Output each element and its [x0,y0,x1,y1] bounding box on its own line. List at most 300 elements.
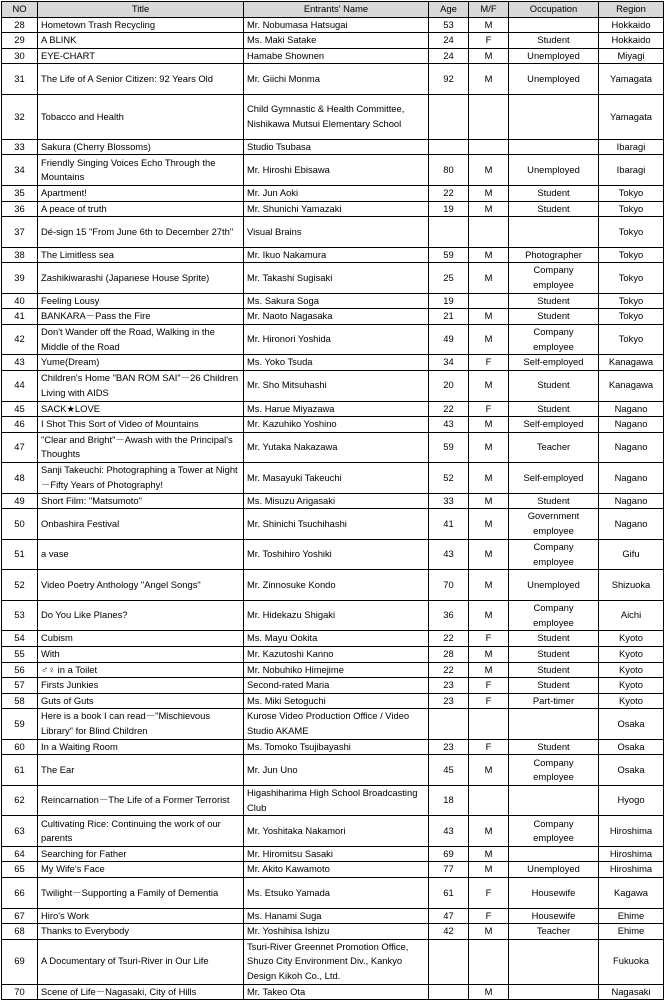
table-row [2,493,664,509]
cell-entrants-name: Second-rated Maria [244,678,429,694]
table-row [2,862,664,878]
table-row [2,185,664,201]
cell-title: Tobacco and Health [38,94,244,139]
cell-occupation [509,217,599,248]
cell-mf [469,939,509,984]
cell-occupation: Housewife [509,878,599,909]
cell-region: Kyoto [599,678,664,694]
cell-no: 61 [2,755,38,786]
cell-region: Nagasaki [599,984,664,1000]
table-row [2,693,664,709]
cell-mf [469,217,509,248]
cell-entrants-name: Mr. Nobuhiko Himejime [244,662,429,678]
cell-mf: F [469,631,509,647]
cell-region: Hokkaido [599,33,664,49]
cell-occupation [509,939,599,984]
cell-region: Nagano [599,401,664,417]
cell-title: BANKARA－Pass the Fire [38,309,244,325]
cell-no: 51 [2,539,38,570]
cell-no: 55 [2,646,38,662]
cell-mf: M [469,984,509,1000]
header-no: NO [2,2,38,18]
cell-title: Here is a book I can read－"Mischievous Library" for Blind Children [38,709,244,740]
cell-entrants-name: Mr. Hiroshi Ebisawa [244,155,429,186]
cell-entrants-name: Mr. Yoshihisa Ishizu [244,924,429,940]
cell-occupation: Student [509,739,599,755]
cell-age: 59 [429,432,469,463]
cell-entrants-name: Ms. Mayu Ookita [244,631,429,647]
table-row [2,816,664,847]
cell-mf: M [469,816,509,847]
cell-no: 40 [2,293,38,309]
cell-mf: M [469,463,509,494]
cell-no: 32 [2,94,38,139]
cell-mf: M [469,64,509,95]
cell-age: 24 [429,33,469,49]
cell-occupation [509,139,599,155]
cell-mf: M [469,570,509,601]
cell-region: Ibaragi [599,155,664,186]
table-row [2,94,664,139]
cell-age: 19 [429,293,469,309]
header-age: Age [429,2,469,18]
cell-occupation: Self-employed [509,417,599,433]
cell-no: 48 [2,463,38,494]
cell-no: 31 [2,64,38,95]
table-row [2,247,664,263]
table-row [2,417,664,433]
cell-age [429,939,469,984]
cell-region: Nagano [599,432,664,463]
cell-entrants-name: Hamabe Shownen [244,48,429,64]
cell-occupation: Self-employed [509,355,599,371]
cell-occupation: Company employee [509,324,599,355]
cell-no: 47 [2,432,38,463]
cell-mf: M [469,247,509,263]
cell-mf: M [469,309,509,325]
cell-region: Osaka [599,739,664,755]
cell-region: Osaka [599,709,664,740]
cell-occupation [509,846,599,862]
cell-occupation: Company employee [509,539,599,570]
cell-age: 23 [429,678,469,694]
cell-entrants-name: Mr. Kazutoshi Kanno [244,646,429,662]
header-row [2,2,664,18]
cell-mf: M [469,155,509,186]
cell-no: 36 [2,201,38,217]
cell-entrants-name: Mr. Yutaka Nakazawa [244,432,429,463]
cell-entrants-name: Mr. Kazuhiko Yoshino [244,417,429,433]
cell-entrants-name: Mr. Jun Aoki [244,185,429,201]
cell-age: 43 [429,816,469,847]
cell-region: Hokkaido [599,17,664,33]
table-row [2,755,664,786]
cell-mf: M [469,600,509,631]
cell-occupation: Government employee [509,509,599,540]
header-title: Title [38,2,244,18]
cell-age: 92 [429,64,469,95]
table-row [2,263,664,294]
cell-no: 59 [2,709,38,740]
cell-region: Kyoto [599,693,664,709]
cell-mf: M [469,846,509,862]
cell-mf: F [469,678,509,694]
cell-region: Aichi [599,600,664,631]
cell-age: 43 [429,417,469,433]
cell-occupation: Student [509,493,599,509]
table-row [2,17,664,33]
table-row [2,785,664,816]
cell-no: 52 [2,570,38,601]
header-mf: M/F [469,2,509,18]
cell-entrants-name: Mr. Takashi Sugisaki [244,263,429,294]
cell-entrants-name: Mr. Masayuki Takeuchi [244,463,429,494]
entrants-table [1,1,664,1000]
cell-occupation: Photographer [509,247,599,263]
cell-title: Cubism [38,631,244,647]
cell-mf: F [469,878,509,909]
cell-entrants-name: Mr. Yoshitaka Nakamori [244,816,429,847]
cell-region: Tokyo [599,217,664,248]
header-region: Region [599,2,664,18]
cell-title: In a Waiting Room [38,739,244,755]
cell-mf: M [469,662,509,678]
cell-region: Shizuoka [599,570,664,601]
cell-region: Kagawa [599,878,664,909]
cell-region: Nagano [599,509,664,540]
cell-occupation: Unemployed [509,64,599,95]
table-row [2,432,664,463]
cell-entrants-name: Ms. Yoko Tsuda [244,355,429,371]
cell-occupation: Student [509,401,599,417]
cell-occupation: Student [509,201,599,217]
cell-region: Hyogo [599,785,664,816]
cell-entrants-name: Mr. Naoto Nagasaka [244,309,429,325]
cell-no: 64 [2,846,38,862]
cell-title: With [38,646,244,662]
cell-age: 28 [429,646,469,662]
cell-age: 42 [429,924,469,940]
cell-region: Fukuoka [599,939,664,984]
cell-entrants-name: Ms. Misuzu Arigasaki [244,493,429,509]
cell-title: Sanji Takeuchi: Photographing a Tower at Night－Fifty Years of Photography! [38,463,244,494]
cell-age: 23 [429,693,469,709]
cell-title: "Clear and Bright"－Awash with the Principal's Thoughts [38,432,244,463]
cell-occupation: Unemployed [509,155,599,186]
cell-mf: F [469,908,509,924]
cell-no: 30 [2,48,38,64]
cell-title: Cultivating Rice: Continuing the work of our parents [38,816,244,847]
cell-no: 37 [2,217,38,248]
cell-no: 60 [2,739,38,755]
table-row [2,939,664,984]
cell-no: 66 [2,878,38,909]
cell-age: 49 [429,324,469,355]
cell-age: 61 [429,878,469,909]
cell-mf: F [469,355,509,371]
cell-age: 33 [429,493,469,509]
cell-no: 44 [2,371,38,402]
cell-mf: M [469,509,509,540]
cell-mf [469,709,509,740]
cell-age: 22 [429,631,469,647]
cell-title: ♂♀ in a Toilet [38,662,244,678]
cell-title: Short Film: "Matsumoto" [38,493,244,509]
cell-title: Guts of Guts [38,693,244,709]
table-row [2,355,664,371]
cell-title: Friendly Singing Voices Echo Through the Mountains [38,155,244,186]
cell-occupation: Student [509,371,599,402]
table-row [2,64,664,95]
cell-region: Nagano [599,417,664,433]
cell-region: Nagano [599,493,664,509]
cell-occupation: Student [509,646,599,662]
cell-age: 52 [429,463,469,494]
cell-title: The Limitless sea [38,247,244,263]
table-row [2,217,664,248]
cell-title: The Ear [38,755,244,786]
cell-entrants-name: Mr. Takeo Ota [244,984,429,1000]
table-body [2,17,664,1000]
cell-entrants-name: Mr. Nobumasa Hatsugai [244,17,429,33]
cell-title: My Wife's Face [38,862,244,878]
cell-occupation [509,709,599,740]
cell-region: Tokyo [599,293,664,309]
cell-entrants-name: Studio Tsubasa [244,139,429,155]
cell-occupation: Student [509,293,599,309]
cell-age: 21 [429,309,469,325]
cell-mf [469,94,509,139]
cell-entrants-name: Kurose Video Production Office / Video Studio AKAME [244,709,429,740]
cell-region: Hiroshima [599,846,664,862]
cell-no: 39 [2,263,38,294]
cell-age: 80 [429,155,469,186]
cell-age: 24 [429,48,469,64]
header-occupation: Occupation [509,2,599,18]
cell-title: Zashikiwarashi (Japanese House Sprite) [38,263,244,294]
table-row [2,201,664,217]
cell-region: Miyagi [599,48,664,64]
cell-entrants-name: Mr. Ikuo Nakamura [244,247,429,263]
cell-age: 23 [429,739,469,755]
cell-title: Children's Home "BAN ROM SAI"－26 Children Living with AIDS [38,371,244,402]
cell-no: 54 [2,631,38,647]
cell-entrants-name: Ms. Tomoko Tsujibayashi [244,739,429,755]
cell-no: 28 [2,17,38,33]
cell-no: 46 [2,417,38,433]
cell-age: 18 [429,785,469,816]
cell-no: 68 [2,924,38,940]
table-row [2,924,664,940]
cell-age [429,984,469,1000]
cell-title: A Documentary of Tsuri-River in Our Life [38,939,244,984]
cell-age: 43 [429,539,469,570]
cell-no: 33 [2,139,38,155]
cell-region: Tokyo [599,263,664,294]
cell-region: Ibaragi [599,139,664,155]
cell-region: Ehime [599,924,664,940]
cell-no: 35 [2,185,38,201]
table-row [2,846,664,862]
cell-age: 41 [429,509,469,540]
cell-occupation [509,94,599,139]
cell-age: 77 [429,862,469,878]
cell-occupation: Housewife [509,908,599,924]
cell-occupation: Unemployed [509,48,599,64]
cell-occupation: Teacher [509,924,599,940]
cell-mf: M [469,417,509,433]
cell-occupation: Teacher [509,432,599,463]
cell-no: 49 [2,493,38,509]
cell-title: A peace of truth [38,201,244,217]
cell-no: 50 [2,509,38,540]
cell-mf: M [469,755,509,786]
cell-no: 70 [2,984,38,1000]
cell-no: 57 [2,678,38,694]
table-row [2,293,664,309]
cell-occupation: Student [509,662,599,678]
cell-region: Yamagata [599,94,664,139]
cell-mf: M [469,185,509,201]
cell-mf [469,293,509,309]
cell-occupation [509,785,599,816]
cell-age: 22 [429,401,469,417]
cell-region: Kyoto [599,646,664,662]
table-row [2,539,664,570]
cell-entrants-name: Mr. Hiromitsu Sasaki [244,846,429,862]
cell-entrants-name: Ms. Miki Setoguchi [244,693,429,709]
cell-mf: M [469,263,509,294]
cell-age: 69 [429,846,469,862]
cell-region: Osaka [599,755,664,786]
table-row [2,463,664,494]
cell-age: 20 [429,371,469,402]
cell-entrants-name: Mr. Toshihiro Yoshiki [244,539,429,570]
cell-mf: M [469,539,509,570]
cell-mf: M [469,646,509,662]
cell-entrants-name: Ms. Sakura Soga [244,293,429,309]
table-row [2,662,664,678]
cell-entrants-name: Mr. Akito Kawamoto [244,862,429,878]
cell-occupation: Company employee [509,816,599,847]
cell-entrants-name: Mr. Sho Mitsuhashi [244,371,429,402]
cell-title: Reincarnation－The Life of a Former Terrorist [38,785,244,816]
cell-no: 63 [2,816,38,847]
cell-entrants-name: Mr. Shinichi Tsuchihashi [244,509,429,540]
cell-title: A BLINK [38,33,244,49]
table-row [2,509,664,540]
table-row [2,48,664,64]
cell-occupation: Student [509,631,599,647]
cell-title: a vase [38,539,244,570]
cell-no: 58 [2,693,38,709]
cell-region: Kyoto [599,662,664,678]
cell-mf: F [469,739,509,755]
cell-title: Thanks to Everybody [38,924,244,940]
cell-entrants-name: Child Gymnastic & Health Committee, Nishikawa Mutsui Elementary School [244,94,429,139]
table-row [2,908,664,924]
cell-entrants-name: Visual Brains [244,217,429,248]
cell-no: 43 [2,355,38,371]
cell-no: 29 [2,33,38,49]
table-row [2,631,664,647]
cell-occupation [509,17,599,33]
cell-age: 22 [429,662,469,678]
cell-region: Yamagata [599,64,664,95]
cell-occupation: Student [509,33,599,49]
cell-no: 53 [2,600,38,631]
cell-title: Hiro's Work [38,908,244,924]
table-row [2,570,664,601]
table-row [2,33,664,49]
cell-region: Tokyo [599,185,664,201]
table-row [2,678,664,694]
cell-no: 56 [2,662,38,678]
cell-age: 22 [429,185,469,201]
table-row [2,709,664,740]
cell-mf: M [469,862,509,878]
cell-title: Sakura (Cherry Blossoms) [38,139,244,155]
cell-title: SACK★LOVE [38,401,244,417]
cell-entrants-name: Ms. Etsuko Yamada [244,878,429,909]
cell-occupation [509,984,599,1000]
cell-region: Tokyo [599,201,664,217]
cell-title: Video Poetry Anthology "Angel Songs" [38,570,244,601]
cell-no: 42 [2,324,38,355]
cell-occupation: Student [509,678,599,694]
cell-mf: M [469,48,509,64]
cell-title: Feeling Lousy [38,293,244,309]
cell-mf: F [469,401,509,417]
cell-entrants-name: Mr. Giichi Monma [244,64,429,95]
cell-region: Tokyo [599,309,664,325]
cell-age: 25 [429,263,469,294]
cell-occupation: Company employee [509,755,599,786]
cell-region: Kanagawa [599,355,664,371]
cell-region: Kanagawa [599,371,664,402]
cell-age: 36 [429,600,469,631]
table-row [2,739,664,755]
cell-entrants-name: Mr. Jun Uno [244,755,429,786]
table-row [2,984,664,1000]
cell-no: 69 [2,939,38,984]
cell-entrants-name: Ms. Hanami Suga [244,908,429,924]
cell-title: The Life of A Senior Citizen: 92 Years Old [38,64,244,95]
cell-occupation: Unemployed [509,862,599,878]
cell-title: I Shot This Sort of Video of Mountains [38,417,244,433]
table-row [2,309,664,325]
cell-no: 62 [2,785,38,816]
cell-entrants-name: Mr. Hironori Yoshida [244,324,429,355]
cell-age: 47 [429,908,469,924]
table-row [2,646,664,662]
cell-no: 38 [2,247,38,263]
cell-region: Hiroshima [599,862,664,878]
cell-occupation: Student [509,309,599,325]
cell-region: Nagano [599,463,664,494]
cell-entrants-name: Mr. Zinnosuke Kondo [244,570,429,601]
cell-title: Scene of Life－Nagasaki, City of Hills [38,984,244,1000]
cell-age [429,709,469,740]
cell-entrants-name: Ms. Harue Miyazawa [244,401,429,417]
cell-mf: M [469,432,509,463]
cell-region: Ehime [599,908,664,924]
cell-title: Onbashira Festival [38,509,244,540]
cell-mf: F [469,693,509,709]
cell-mf: F [469,33,509,49]
table-row [2,324,664,355]
cell-mf [469,139,509,155]
